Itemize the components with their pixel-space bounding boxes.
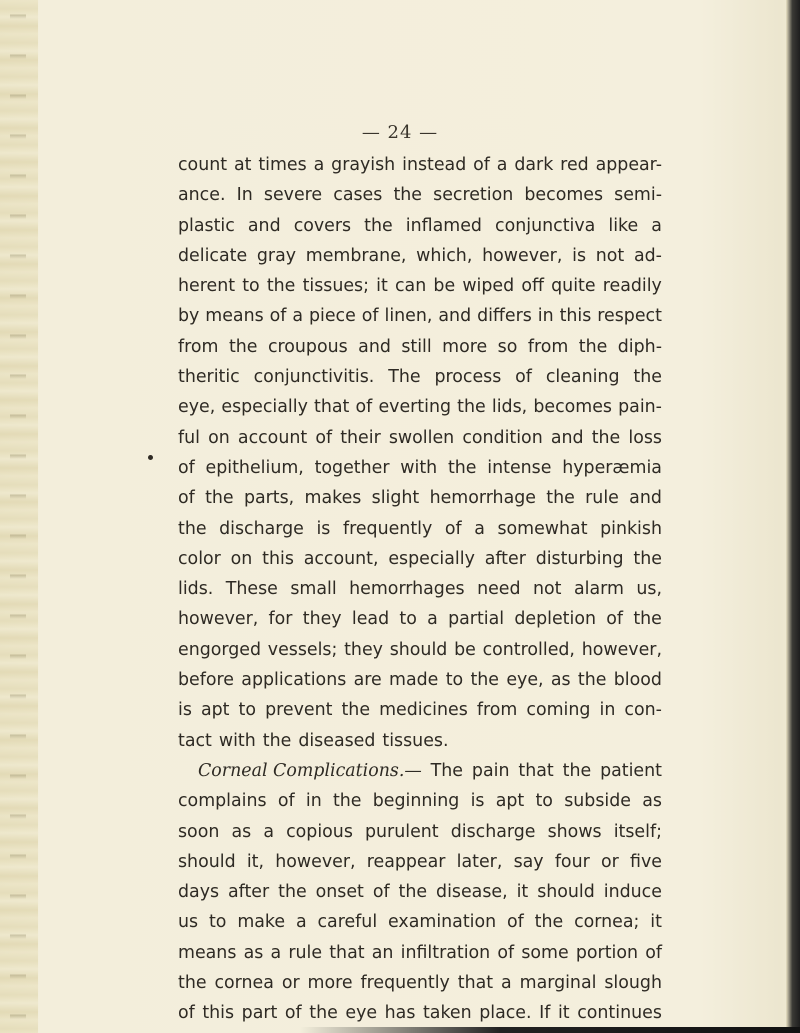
body-text	[178, 150, 662, 1029]
text-line: of this part of the eye has taken place. If it continues	[178, 1003, 662, 1024]
text-line: us to make a careful examination of the cornea; it	[178, 912, 662, 933]
margin-dot	[148, 455, 153, 460]
text-line: of the parts, makes slight hemorrhage the rule and	[178, 488, 662, 509]
text-line: before applications are made to the eye, as the blood	[178, 670, 662, 691]
text-line: is apt to prevent the medicines from coming in con-	[178, 700, 662, 721]
text-line: engorged vessels; they should be controlled, however,	[178, 639, 662, 660]
text-line: color on this account, especially after disturbing the	[178, 548, 662, 569]
text-line: ful on account of their swollen condition and the loss	[178, 427, 662, 448]
text-line: complains of in the beginning is apt to subside as	[178, 791, 662, 812]
text-line: by means of a piece of linen, and differs in this respect	[178, 306, 662, 327]
text-line: herent to the tissues; it can be wiped off quite readily	[178, 276, 662, 297]
text-line: tact with the diseased tissues.	[178, 730, 449, 751]
text-line: of epithelium, together with the intense hyperæmia	[178, 457, 662, 478]
text-line: soon as a copious purulent discharge shows itself;	[178, 821, 662, 842]
text-line: means as a rule that an infiltration of some portion of	[178, 942, 662, 963]
text-line: delicate gray membrane, which, however, is not ad-	[178, 245, 662, 266]
text-line: days after the onset of the disease, it should induce	[178, 882, 662, 903]
page-right-edge	[786, 0, 800, 1033]
text-line: theritic conjunctivitis. The process of cleaning the	[178, 367, 662, 388]
text-line: the discharge is frequently of a somewhat pinkish	[178, 518, 662, 539]
text-line: should it, however, reappear later, say four or five	[178, 851, 662, 872]
text-line: count at times a grayish instead of a dark red appear-	[178, 155, 662, 175]
text-line: eye, especially that of everting the lids, becomes pain-	[178, 397, 662, 418]
page-binding-edge	[0, 0, 38, 1033]
section-first-line: Corneal Complications.— The pain that the patient	[178, 756, 662, 786]
page-number: — 24 —	[361, 122, 439, 143]
text-line: ance. In severe cases the secretion becomes semi-	[178, 185, 662, 206]
text-line: from the croupous and still more so from the diph-	[178, 336, 662, 357]
text-line: plastic and covers the inflamed conjunctiva like a	[178, 215, 662, 236]
text-line: however, for they lead to a partial depletion of the	[178, 609, 662, 630]
text-line: the cornea or more frequently that a marginal slough	[178, 973, 662, 994]
text-line: lids. These small hemorrhages need not alarm us,	[178, 579, 662, 600]
section-heading: Corneal Complications.—	[198, 760, 422, 781]
